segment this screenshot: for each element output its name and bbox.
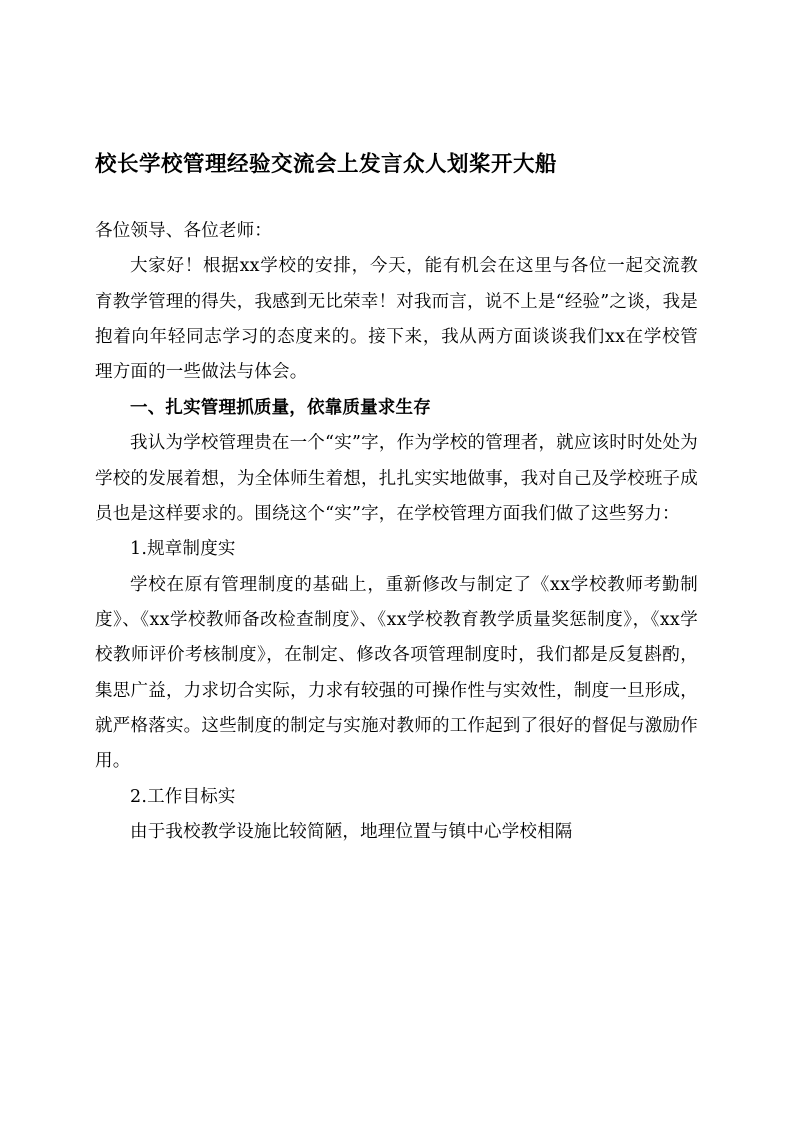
- section-heading-1: 一、扎实管理抓质量，依靠质量求生存: [130, 397, 431, 418]
- paragraph-section-1-body: 我认为学校管理贵在一个“实”字，作为学校的管理者，就应该时时处处为学校的发展着想，为全体师生着想，扎扎实实地做事，我对自己及学校班子成员也是这样要求的。围绕这个“实”字，在学校管理方面我们做了这些努力：: [95, 433, 698, 524]
- page-title: 校长学校管理经验交流会上发言众人划桨开大船: [95, 152, 558, 177]
- paragraph-list-item-2-body: 由于我校教学设施比较简陋，地理位置与镇中心学校相隔: [130, 821, 573, 842]
- paragraph-salutation: 各位领导、各位老师：: [95, 221, 272, 242]
- paragraph-opening: 大家好！根据xx学校的安排，今天，能有机会在这里与各位一起交流教育教学管理的得失，我感到无比荣幸！对我而言，说不上是“经验”之谈，我是抱着向年轻同志学习的态度来的。接下来，我从两方面谈谈我们xx在学校管理方面的一些做法与体会。: [95, 256, 698, 383]
- list-item-heading-2: 2.工作目标实: [130, 786, 236, 807]
- list-item-heading-1: 1.规章制度实: [130, 539, 236, 560]
- paragraph-list-item-1-body: 学校在原有管理制度的基础上，重新修改与制定了《xx学校教师考勤制度》、《xx学校教师备改检查制度》、《xx学校教育教学质量奖惩制度》，《xx学校教师评价考核制度》，在制定、修改各项管理制度时，我们都是反复斟酌，集思广益，力求切合实际，力求有较强的可操作性与实效性，制度一旦形成，就严格落实。这些制度的制定与实施对教师的工作起到了很好的督促与激励作用。: [95, 574, 698, 772]
